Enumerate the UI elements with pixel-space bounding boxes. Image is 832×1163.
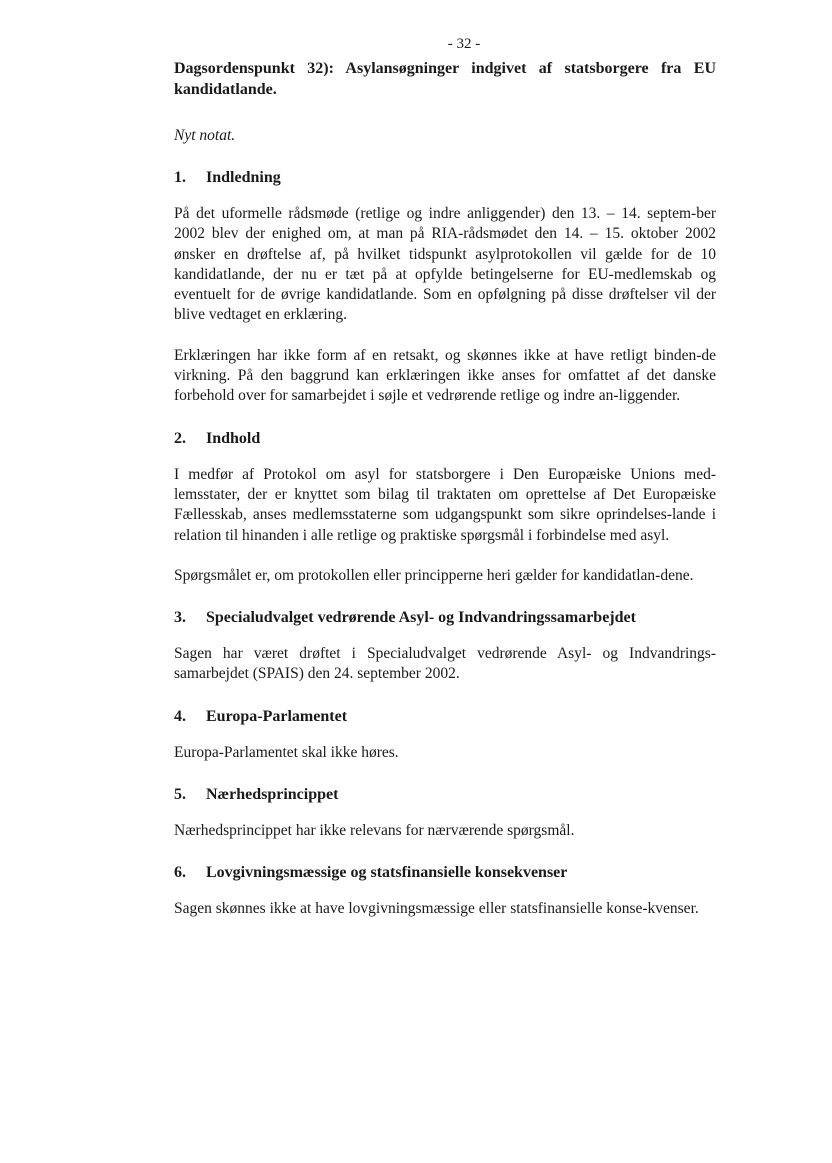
section-konsekvenser — [174, 863, 716, 919]
section-heading — [174, 429, 716, 449]
page-number: - 32 - — [447, 36, 481, 52]
paragraph: Erklæringen har ikke form af en retsakt, og skønnes ikke at have retligt binden-de virkning. På den baggrund kan erklæringen ikke anses for omfattet af det danske forbehold over for samarbejdet i søjle et vedrørende retlige og indre an-liggender. — [174, 346, 716, 405]
section-specialudvalget — [174, 608, 716, 685]
section-number: 1. — [174, 169, 186, 186]
section-heading — [174, 168, 716, 188]
paragraph: I medfør af Protokol om asyl for statsborgere i Den Europæiske Unions med-lemsstater, der er knyttet som bilag til traktaten om oprettelse af Det Europæiske Fællesskab, anses medlemsstaterne som udgangspunkt som sikre oprindelses-lande i relation til hinanden i alle retlige og praktiske spørgsmål i forbindelse med asyl. — [174, 465, 716, 544]
section-number: 5. — [174, 786, 186, 804]
paragraph: Nærhedsprincippet har ikke relevans for nærværende spørgsmål. — [174, 822, 575, 840]
section-europa-parlamentet — [174, 707, 716, 763]
document-title: Dagsordenspunkt 32): Asylansøgninger indgivet af statsborgere fra EU kandidatlande. — [174, 60, 716, 98]
section-heading — [174, 707, 716, 727]
paragraph: På det uformelle rådsmøde (retlige og indre anliggender) den 13. – 14. septem-ber 2002 blev der enighed om, at man på RIA-rådsmødet den 14. – 15. oktober 2002 ønsker en drøftelse af, på hvilket tidspunkt asylprotokollen vil gælde for de 10 kandidatlande, der nu er tæt på at opfylde betingelserne for EU-medlemskab og eventuelt for de øvrige kandidatlande. Som en opfølgning på disse drøftelser vil der blive vedtaget en erklæring. — [174, 205, 716, 324]
section-title: Indhold — [206, 429, 261, 447]
paragraph: Europa-Parlamentet skal ikke høres. — [174, 743, 399, 761]
section-title: Lovgivningsmæssige og statsfinansielle konsekvenser — [206, 864, 568, 882]
section-title: Specialudvalget vedrørende Asyl- og Indvandringssamarbejdet — [206, 609, 636, 627]
section-number: 2. — [174, 429, 186, 447]
section-title: Nærhedsprincippet — [206, 786, 339, 804]
section-number: 3. — [174, 609, 186, 627]
section-heading — [174, 785, 716, 805]
paragraph: Sagen har været drøftet i Specialudvalget vedrørende Asyl- og Indvandrings-samarbejdet (SPAIS) den 24. september 2002. — [174, 645, 716, 683]
document-body — [174, 58, 716, 920]
section-title: Europa-Parlamentet — [206, 707, 348, 725]
paragraph: Sagen skønnes ikke at have lovgivningsmæssige eller statsfinansielle konse-kvenser. — [174, 900, 699, 918]
section-heading — [174, 608, 716, 628]
paragraph: Spørgsmålet er, om protokollen eller principperne heri gælder for kandidatlan-dene. — [174, 566, 694, 584]
document-subtitle: Nyt notat. — [174, 127, 236, 144]
section-title: Indledning — [206, 169, 281, 186]
section-naerhedsprincippet — [174, 785, 716, 841]
section-indledning — [174, 168, 716, 407]
section-heading — [174, 863, 716, 883]
section-number: 6. — [174, 864, 186, 882]
section-indhold — [174, 429, 716, 586]
section-number: 4. — [174, 707, 186, 725]
